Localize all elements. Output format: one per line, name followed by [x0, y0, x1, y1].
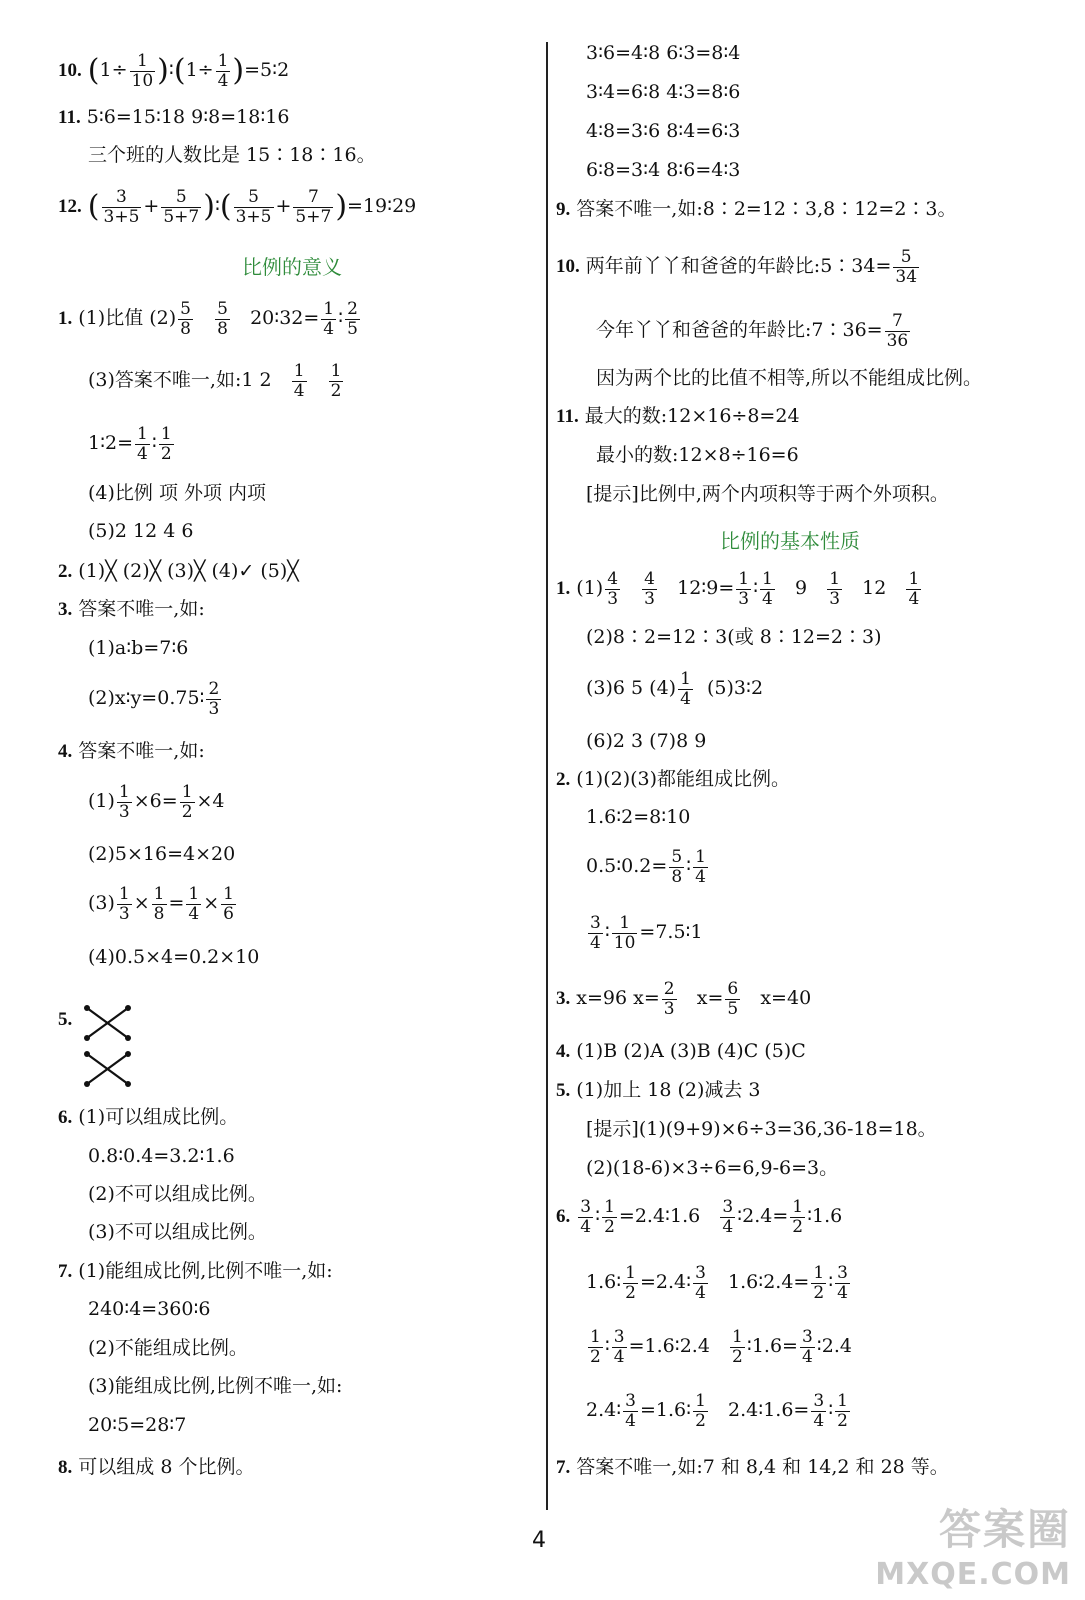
fraction: $\frac{1}{4}$	[680, 669, 691, 709]
fraction: $\frac{1}{10}$	[131, 51, 154, 91]
fraction: $\frac{1}{2}$	[792, 1197, 804, 1237]
m7-c: (2)不能组成比例。	[88, 1337, 248, 1359]
fraction: $\frac{2}{3}$	[663, 979, 675, 1019]
fraction: $\frac{5}{8}$	[671, 847, 683, 887]
fraction: $\frac{1}{4}$	[323, 299, 335, 339]
fraction: $\frac{3}{3+5}$	[103, 187, 140, 227]
p6-row4: 2.4∶ $\frac{3}{4}$ =1.6∶ $\frac{1}{2}$ 2.4∶1.6= $\frac{3}{4}$ ∶ $\frac{1}{2}$	[586, 1391, 848, 1431]
fraction: $\frac{1}{3}$	[738, 569, 750, 609]
fraction: $\frac{3}{4}$	[813, 1391, 825, 1431]
fraction: $\frac{3}{4}$	[625, 1391, 636, 1431]
q10-right-c: 因为两个比的比值不相等,所以不能组成比例。	[596, 367, 983, 389]
fraction: $\frac{1}{10}$	[613, 913, 636, 953]
fraction: $\frac{1}{2}$	[604, 1197, 615, 1237]
fraction: $\frac{3}{4}$	[613, 1327, 625, 1367]
fraction: $\frac{1}{3}$	[829, 569, 841, 609]
watermark-logo	[875, 1497, 1071, 1592]
p6-row1: 6. $\frac{3}{4}$ ∶ $\frac{1}{2}$ =2.4∶1.6 $\frac{3}{4}$ ∶2.4= $\frac{1}{2}$ ∶1.6	[556, 1197, 843, 1237]
fraction: $\frac{1}{3}$	[118, 884, 130, 924]
fraction: $\frac{7}{36}$	[886, 311, 909, 351]
fraction: $\frac{1}{2}$	[160, 424, 172, 464]
p1: 1. (1) $\frac{4}{3}$ $\frac{4}{3}$ 12∶9= $\frac{1}{3}$ ∶ $\frac{1}{4}$ 9 $\frac{1}{3}$ 12 $\frac{1}{4}$	[556, 569, 920, 609]
m7-b: 240∶4=360∶6	[88, 1298, 211, 1320]
fraction: $\frac{2}{3}$	[208, 679, 220, 719]
fraction: $\frac{1}{2}$	[625, 1263, 636, 1303]
fraction: $\frac{1}{2}$	[732, 1327, 743, 1367]
p1-4: (6)2 3 (7)8 9	[586, 730, 707, 752]
column-divider	[546, 42, 548, 1510]
fraction: $\frac{5}{5+7}$	[163, 187, 200, 227]
watermark-line1: 答案圈	[938, 1505, 1071, 1554]
watermark-line2: MXQE.COM	[875, 1557, 1071, 1592]
fraction: $\frac{1}{4}$	[695, 847, 706, 887]
p2-d: $\frac{3}{4}$ ∶ $\frac{1}{10}$ =7.5∶1	[590, 913, 703, 953]
m6-c: (2)不可以组成比例。	[88, 1183, 267, 1205]
m1-3: (3)答案不唯一,如:1 2 $\frac{1}{4}$ $\frac{1}{2}$	[88, 361, 342, 401]
fraction: $\frac{1}{3}$	[118, 782, 130, 822]
fraction: $\frac{7}{5+7}$	[295, 187, 332, 227]
fraction: $\frac{3}{4}$	[580, 1197, 592, 1237]
fraction: $\frac{1}{2}$	[181, 782, 193, 822]
fraction: $\frac{6}{5}$	[727, 979, 739, 1019]
page-number: 4	[532, 1528, 546, 1553]
m6: 6. (1)可以组成比例。	[58, 1106, 239, 1128]
p7: 7. 答案不唯一,如:7 和 8,4 和 14,2 和 28 等。	[556, 1456, 949, 1478]
fraction: $\frac{1}{4}$	[188, 884, 200, 924]
section-heading-proportion-property: 比例的基本性质	[720, 529, 860, 553]
fraction: $\frac{4}{3}$	[607, 569, 619, 609]
fraction: $\frac{4}{3}$	[644, 569, 655, 609]
m1-5: (5)2 12 4 6	[88, 520, 194, 542]
q12-left: 12. ( $\frac{3}{3+5}$ + $\frac{5}{5+7}$ )∶( $\frac{5}{3+5}$ + $\frac{7}{5+7}$ )=19∶29	[58, 187, 417, 227]
m1-3b: 1∶2= $\frac{1}{4}$ ∶ $\frac{1}{2}$	[88, 424, 172, 464]
m7-d: (3)能组成比例,比例不唯一,如:	[88, 1375, 343, 1397]
fraction: $\frac{1}{2}$	[813, 1263, 825, 1303]
fraction: $\frac{3}{4}$	[590, 913, 601, 953]
fraction: $\frac{5}{3+5}$	[235, 187, 272, 227]
fraction: $\frac{1}{2}$	[330, 361, 342, 401]
p5-c: (2)(18-6)×3÷6=6,9-6=3。	[586, 1157, 839, 1179]
fraction: $\frac{1}{4}$	[908, 569, 920, 609]
ratio-line: 4∶8=3∶6 8∶4=6∶3	[586, 120, 741, 142]
m3-a: (1)a∶b=7∶6	[88, 637, 189, 659]
m3-b: (2)x∶y=0.75∶ $\frac{2}{3}$	[88, 679, 220, 719]
p5: 5. (1)加上 18 (2)减去 3	[556, 1079, 761, 1101]
fraction: $\frac{1}{4}$	[137, 424, 148, 464]
q11-right-b: 最小的数:12×8÷16=6	[596, 444, 799, 466]
ratio-line: 3∶4=6∶8 4∶3=8∶6	[586, 81, 741, 103]
fraction: $\frac{5}{34}$	[895, 247, 918, 287]
m4-c: (3) $\frac{1}{3}$ × $\frac{1}{8}$ = $\frac{1}{4}$ × $\frac{1}{6}$	[88, 884, 234, 924]
q10-right: 10. 两年前丫丫和爸爸的年龄比:5∶34= $\frac{5}{34}$	[556, 247, 918, 287]
m1: 1. (1)比值 (2) $\frac{5}{8}$ $\frac{5}{8}$ 20∶32= $\frac{1}{4}$ ∶ $\frac{2}{5}$	[58, 299, 358, 339]
fraction: $\frac{3}{4}$	[837, 1263, 848, 1303]
fraction: $\frac{1}{4}$	[217, 51, 229, 91]
q11-left-line2: 三个班的人数比是 15∶18∶16。	[88, 144, 376, 166]
fraction: $\frac{1}{4}$	[293, 361, 305, 401]
fraction: $\frac{1}{4}$	[762, 569, 773, 609]
m7-e: 20∶5=28∶7	[88, 1414, 187, 1436]
m1-4: (4)比例 项 外项 内项	[88, 482, 267, 504]
ratio-line: 3∶6=4∶8 6∶3=8∶4	[586, 42, 741, 64]
fraction: $\frac{1}{2}$	[695, 1391, 706, 1431]
m7: 7. (1)能组成比例,比例不唯一,如:	[58, 1260, 333, 1282]
cross-connector-diagram	[82, 1050, 134, 1088]
p5-b: [提示](1)(9+9)×6÷3=36,36-18=18。	[586, 1118, 937, 1140]
m4-d: (4)0.5×4=0.2×10	[88, 946, 260, 968]
m6-b: 0.8∶0.4=3.2∶1.6	[88, 1145, 235, 1167]
section-heading-proportion-meaning: 比例的意义	[242, 255, 342, 279]
cross-connector-diagram	[82, 1004, 134, 1042]
p3: 3. x=96 x= $\frac{2}{3}$ x= $\frac{6}{5}$ x=40	[556, 979, 812, 1019]
p2: 2. (1)(2)(3)都能组成比例。	[556, 768, 791, 790]
p4: 4. (1)B (2)A (3)B (4)C (5)C	[556, 1040, 806, 1062]
fraction: $\frac{3}{4}$	[722, 1197, 734, 1237]
p6-row3: $\frac{1}{2}$ ∶ $\frac{3}{4}$ =1.6∶2.4 $\frac{1}{2}$ ∶1.6= $\frac{3}{4}$ ∶2.4	[590, 1327, 852, 1367]
fraction: $\frac{1}{8}$	[153, 884, 165, 924]
q10-left: 10. (1÷ $\frac{1}{10}$ )∶(1÷ $\frac{1}{4}$ )=5∶2	[58, 51, 290, 91]
fraction: $\frac{2}{5}$	[347, 299, 358, 339]
m4: 4. 答案不唯一,如:	[58, 740, 205, 762]
q10-right-b: 今年丫丫和爸爸的年龄比:7∶36= $\frac{7}{36}$	[596, 311, 909, 351]
fraction: $\frac{5}{8}$	[217, 299, 228, 339]
ratio-line: 6∶8=3∶4 8∶6=4∶3	[586, 159, 741, 181]
m2: 2. (1)╳ (2)╳ (3)╳ (4)✓ (5)╳	[58, 560, 299, 582]
m4-a: (1) $\frac{1}{3}$ ×6= $\frac{1}{2}$ ×4	[88, 782, 225, 822]
m6-d: (3)不可以组成比例。	[88, 1221, 267, 1243]
p2-c: 0.5∶0.2= $\frac{5}{8}$ ∶ $\frac{1}{4}$	[586, 847, 706, 887]
p6-row2: 1.6∶ $\frac{1}{2}$ =2.4∶ $\frac{3}{4}$ 1.6∶2.4= $\frac{1}{2}$ ∶ $\frac{3}{4}$	[586, 1263, 848, 1303]
fraction: $\frac{5}{8}$	[180, 299, 191, 339]
fraction: $\frac{3}{4}$	[695, 1263, 706, 1303]
m3: 3. 答案不唯一,如:	[58, 598, 205, 620]
fraction: $\frac{3}{4}$	[801, 1327, 813, 1367]
fraction: $\frac{1}{2}$	[837, 1391, 848, 1431]
m4-b: (2)5×16=4×20	[88, 843, 236, 865]
fraction: $\frac{1}{6}$	[223, 884, 234, 924]
m8: 8. 可以组成 8 个比例。	[58, 1456, 255, 1478]
m5: 5.	[58, 1009, 73, 1030]
fraction: $\frac{1}{2}$	[590, 1327, 601, 1367]
q11-right-c: [提示]比例中,两个内项积等于两个外项积。	[586, 483, 949, 505]
p1-2: (2)8∶2=12∶3(或 8∶12=2∶3)	[586, 626, 882, 648]
p2-b: 1.6∶2=8∶10	[586, 806, 691, 828]
q9-right: 9. 答案不唯一,如:8∶2=12∶3,8∶12=2∶3。	[556, 198, 957, 220]
q11-left: 11. 5∶6=15∶18 9∶8=18∶16	[58, 106, 290, 128]
p1-3: (3)6 5 (4) $\frac{1}{4}$ (5)3∶2	[586, 669, 764, 709]
q11-right: 11. 最大的数:12×16÷8=24	[556, 405, 800, 427]
